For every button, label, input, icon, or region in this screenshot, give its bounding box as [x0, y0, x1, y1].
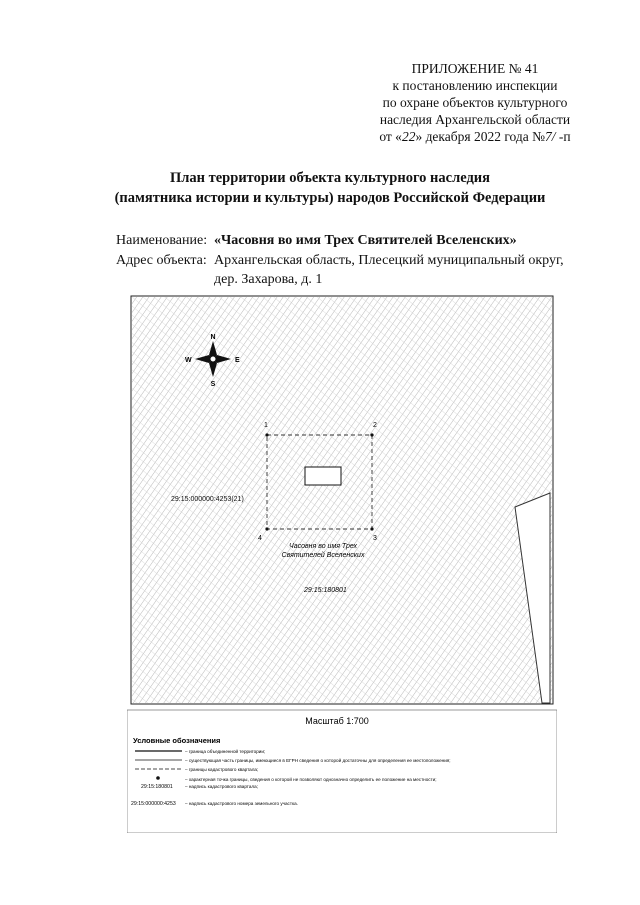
compass-south-label: S	[210, 381, 216, 388]
legend-item: – характерная точка границы, сведения о которой не позволяют однозначно определить ее положение на местности;	[185, 777, 437, 782]
order-suffix: -п	[558, 129, 571, 144]
compass-west-label: W	[185, 357, 192, 364]
address-value-line1: Архангельская область, Плесецкий муниципальный округ,	[214, 253, 564, 268]
territory-plan	[127, 293, 557, 833]
plan-drawing	[127, 293, 557, 833]
document-title	[60, 168, 600, 208]
order-day: 22	[401, 129, 416, 144]
legend-sample-parcel: 29:15:000000:4253	[131, 801, 176, 807]
legend-sample-quarter: 29:15:180801	[141, 784, 173, 790]
quarter-number-label: 29:15:180801	[304, 587, 347, 594]
scale-label: Масштаб 1:700	[305, 716, 369, 726]
parcel-number-label: 29:15:000000:4253(21)	[171, 496, 244, 503]
point-label-3: 3	[373, 535, 377, 542]
point-label-4: 4	[258, 535, 262, 542]
appendix-header	[360, 60, 590, 145]
boundary-point-icon	[265, 433, 268, 436]
legend-item: – граница объединенной территории;	[185, 749, 266, 754]
compass-north-label: N	[210, 334, 216, 341]
address-value-line2: дер. Захарова, д. 1	[214, 272, 323, 287]
order-date-line	[360, 128, 590, 145]
order-number: 7/	[545, 129, 556, 144]
appendix-line: наследия Архангельской области	[379, 112, 571, 127]
compass-east-label: E	[235, 357, 240, 364]
order-prefix: от «	[379, 129, 402, 144]
point-label-1: 1	[264, 422, 268, 429]
boundary-point-icon	[265, 527, 268, 530]
object-label: Часовня во имя Трех	[289, 543, 357, 550]
legend-title: Условные обозначения	[133, 736, 221, 745]
name-value: «Часовня во имя Трех Святителей Вселенских»	[214, 233, 517, 248]
legend-item: – границы кадастрового квартала;	[185, 767, 259, 772]
appendix-line: по охране объектов культурного	[382, 95, 568, 110]
legend-item: – надпись кадастрового номера земельного участка.	[185, 801, 298, 806]
name-label: Наименование:	[116, 233, 208, 248]
title-line: План территории объекта культурного наследия	[169, 170, 490, 186]
appendix-line: к постановлению инспекции	[392, 78, 558, 93]
boundary-point-icon	[370, 433, 373, 436]
object-label: Святителей Вселенских	[281, 552, 365, 559]
chapel-building	[305, 467, 341, 485]
legend-item: – существующая часть границы, имеющиеся в ЕГРН сведения о которой достаточны для определения ее местоположения;	[185, 758, 451, 763]
address-label: Адрес объекта:	[116, 253, 207, 268]
legend-point-icon	[156, 776, 160, 780]
legend-item: – надпись кадастрового квартала;	[185, 784, 258, 789]
point-label-2: 2	[373, 422, 377, 429]
boundary-point-icon	[370, 527, 373, 530]
title-line: (памятника истории и культуры) народов Российской Федерации	[114, 190, 546, 206]
appendix-title: ПРИЛОЖЕНИЕ № 41	[411, 61, 539, 76]
order-middle: » декабря 2022 года №	[415, 129, 546, 144]
